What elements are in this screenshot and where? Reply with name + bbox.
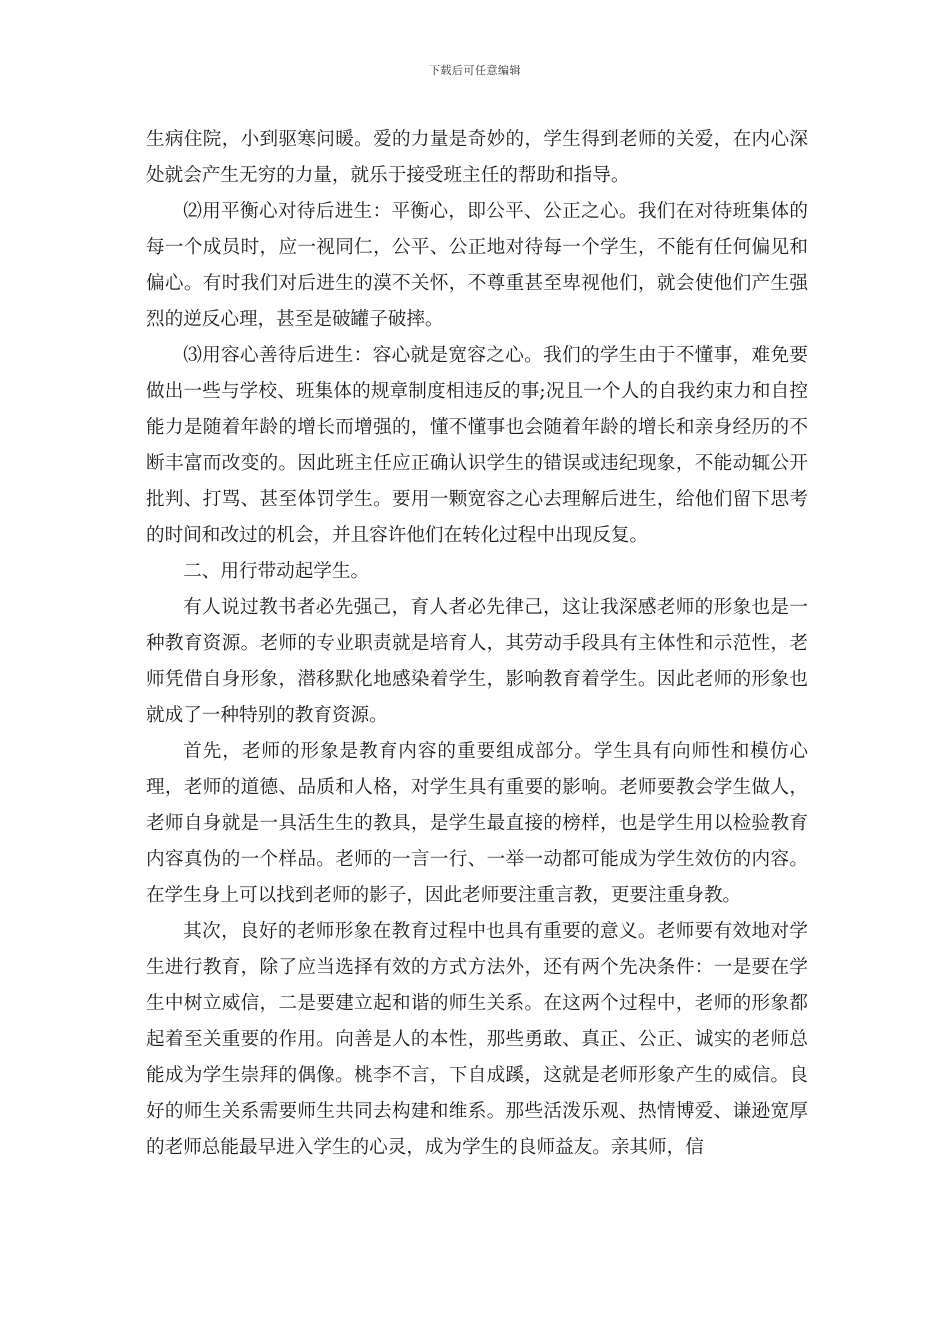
- paragraph-1: 生病住院，小到驱寒问暖。爱的力量是奇妙的，学生得到老师的关爱，在内心深处就会产生无穷的力量，就乐于接受班主任的帮助和指导。: [146, 129, 808, 186]
- section-heading: 二、用行带动起学生。: [183, 561, 370, 582]
- paragraph-6: 其次，良好的老师形象在教育过程中也具有重要的意义。老师要有效地对学生进行教育，除了应当选择有效的方式方法外，还有两个先决条件：一是要在学生中树立威信，二是要建立起和谐的师生关系。在这两个过程中，老师的形象都起着至关重要的作用。向善是人的本性，那些勇敢、真正、公正、诚实的老师总能成为学生崇拜的偶像。桃李不言，下自成蹊，这就是老师形象产生的威信。良好的师生关系需要师生共同去构建和维系。那些活泼乐观、热情博爱、谦逊宽厚的老师总能最早进入学生的心灵，成为学生的良师益友。亲其师，信: [146, 921, 808, 1158]
- page-header: 下载后可任意编辑: [429, 64, 521, 77]
- paragraph-4: 有人说过教书者必先强己，育人者必先律己，这让我深感老师的形象也是一种教育资源。老师的专业职责就是培育人，其劳动手段具有主体性和示范性，老师凭借自身形象，潜移默化地感染着学生，影响教育着学生。因此老师的形象也就成了一种特别的教育资源。: [146, 597, 808, 726]
- paragraph-5: 首先，老师的形象是教育内容的重要组成部分。学生具有向师性和模仿心理，老师的道德、品质和人格，对学生具有重要的影响。老师要教会学生做人，老师自身就是一具活生生的教具，是学生最直接的榜样，也是学生用以检验教育内容真伪的一个样品。老师的一言一行、一举一动都可能成为学生效仿的内容。在学生身上可以找到老师的影子，因此老师要注重言教，更要注重身教。: [146, 741, 808, 906]
- paragraph-2: ⑵用平衡心对待后进生：平衡心，即公平、公正之心。我们在对待班集体的每一个成员时，应一视同仁，公平、公正地对待每一个学生，不能有任何偏见和偏心。有时我们对后进生的漠不关怀，不尊重甚至卑视他们，就会使他们产生强烈的逆反心理，甚至是破罐子破摔。: [146, 201, 808, 330]
- document-body: [146, 122, 808, 1166]
- paragraph-3: ⑶用容心善待后进生：容心就是宽容之心。我们的学生由于不懂事，难免要做出一些与学校、班集体的规章制度相违反的事;况且一个人的自我约束力和自控能力是随着年龄的增长而增强的，懂不懂事也会随着年龄的增长和亲身经历的不断丰富而改变的。因此班主任应正确认识学生的错误或违纪现象，不能动辄公开批判、打骂、甚至体罚学生。要用一颗宽容之心去理解后进生，给他们留下思考的时间和改过的机会，并且容许他们在转化过程中出现反复。: [146, 345, 808, 546]
